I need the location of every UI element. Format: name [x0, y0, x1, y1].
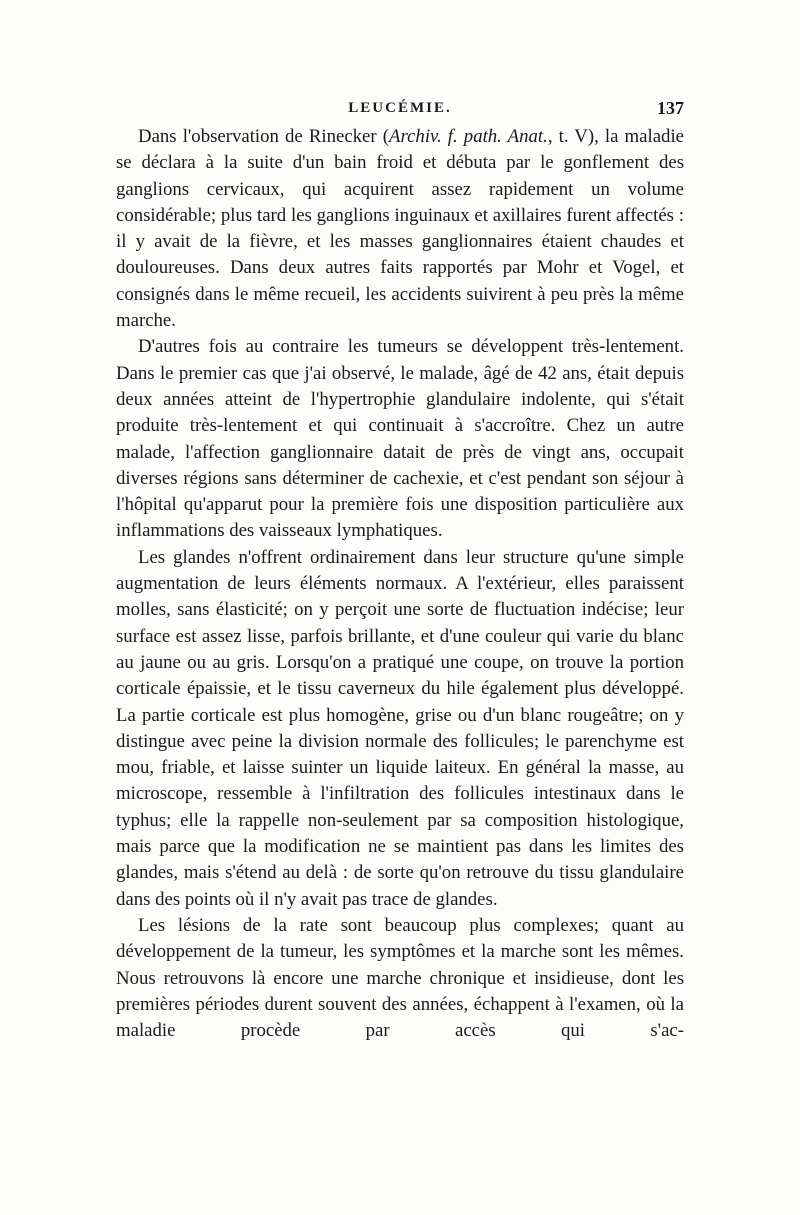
- running-title: LEUCÉMIE.: [348, 100, 452, 116]
- paragraph-1: [116, 124, 684, 334]
- paragraph-3: Les glandes n'offrent ordinairement dans leur structure qu'une simple augmentation de leurs éléments normaux. A l'extérieur, elles paraissent molles, sans élasticité; on y perçoit une sorte de fluctuation indécise; leur surface est assez lisse, parfois brillante, et d'une couleur qui varie du blanc au jaune ou au gris. Lorsqu'on a pratiqué une coupe, on trouve la portion corticale épaissie, et le tissu caverneux du hile également plus développé. La partie corticale est plus homogène, grise ou d'un blanc rougeâtre; on y distingue avec peine la division normale des follicules; le parenchyme est mou, friable, et laisse suinter un liquide laiteux. En général la masse, au microscope, ressemble à l'infiltration des follicules intestinaux dans le typhus; elle la rappelle non-seulement par sa composition histologique, mais parce que la modification ne se maintient pas dans les limites des glandes, mais s'étend au delà : de sorte qu'on retrouve du tissu glandulaire dans des points où il n'y avait pas trace de glandes.: [116, 546, 684, 910]
- citation: Archiv. f. path. Anat.: [389, 126, 548, 147]
- paragraph-4: Les lésions de la rate sont beaucoup plus complexes; quant au développement de la tumeur, les symptômes et la marche sont les mêmes. Nous retrouvons là encore une marche chronique et insidieuse, dont les premières périodes durent souvent des années, échappent à l'examen, où la maladie procède par accès qui s'ac-: [116, 914, 684, 1042]
- paragraph-1-intro: Dans l'observation de Rinecker (: [138, 126, 390, 147]
- page-number: 137: [657, 98, 684, 118]
- paragraph-2: D'autres fois au contraire les tumeurs se développent très-lentement. Dans le premier cas que j'ai observé, le malade, âgé de 42 ans, était depuis deux années atteint de l'hypertrophie glandulaire indolente, qui s'était produite très-lentement et qui continuait à s'accroître. Chez un autre malade, l'affection ganglionnaire datait de près de vingt ans, occupait diverses régions sans déterminer de cachexie, et c'est pendant son séjour à l'hôpital qu'apparut pour la première fois une disposition particulière aux inflammations des vaisseaux lymphatiques.: [116, 336, 684, 542]
- running-head: [116, 98, 684, 122]
- paragraph-1-rest: , t. V), la maladie se déclara à la suite d'un bain froid et débuta par le gonflement des ganglions cervicaux, qui acquirent assez rapidement un volume considérable; plus tard les ganglions inguinaux et axillaires furent affectés : il y avait de la fièvre, et les masses ganglionnaires étaient chaudes et douloureuses. Dans deux autres faits rapportés par Mohr et Vogel, et consignés dans le même recueil, les accidents suivirent à peu près la même marche.: [116, 126, 684, 332]
- body-text: [116, 124, 684, 1044]
